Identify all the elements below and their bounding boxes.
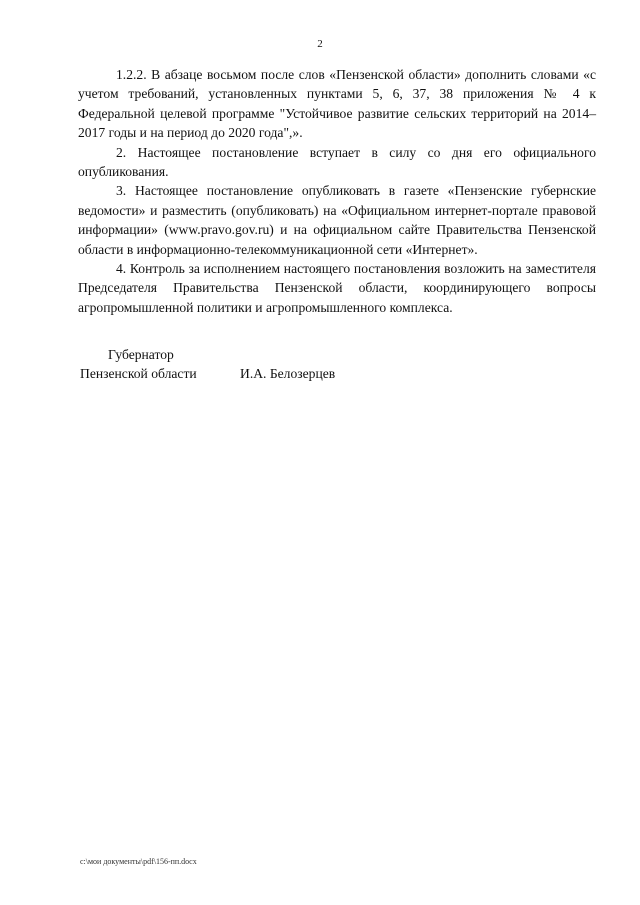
signatory-title: Губернатор [108, 347, 174, 362]
footer-file-path: c:\мои документы\pdf\156-пп.docx [80, 857, 197, 866]
paragraph-4: 4. Контроль за исполнением настоящего постановления возложить на заместителя Председателя Правительства Пензенской области, координирующего вопросы агропромышленной политики и агропромышленного комплекса. [78, 261, 596, 315]
page-number: 2 [317, 38, 323, 50]
signature-block [78, 345, 398, 384]
paragraph-2: 2. Настоящее постановление вступает в силу со дня его официального опубликования. [78, 144, 596, 180]
document-body [78, 65, 596, 317]
signatory-name: И.А. Белозерцев [240, 366, 336, 382]
paragraph-3: 3. Настоящее постановление опубликовать в газете «Пензенские губернские ведомости» и разместить (опубликовать) на «Официальном интернет-портале правовой информации» (www.pravo.gov.ru) и на официальном сайте Правительства Пензенской области в информационно-телекоммуникационной сети «Интернет». [78, 183, 596, 257]
signature-row [78, 364, 398, 383]
paragraph-1-2-2: 1.2.2. В абзаце восьмом после слов «Пензенской области» дополнить словами «с учетом требований, установленных пунктами 5, 6, 37, 38 приложения № 4 к Федеральной целевой программе "Устойчивое развитие сельских территорий на 2014–2017 годы и на период до 2020 года",». [78, 67, 596, 141]
signatory-region: Пензенской области [80, 366, 197, 382]
